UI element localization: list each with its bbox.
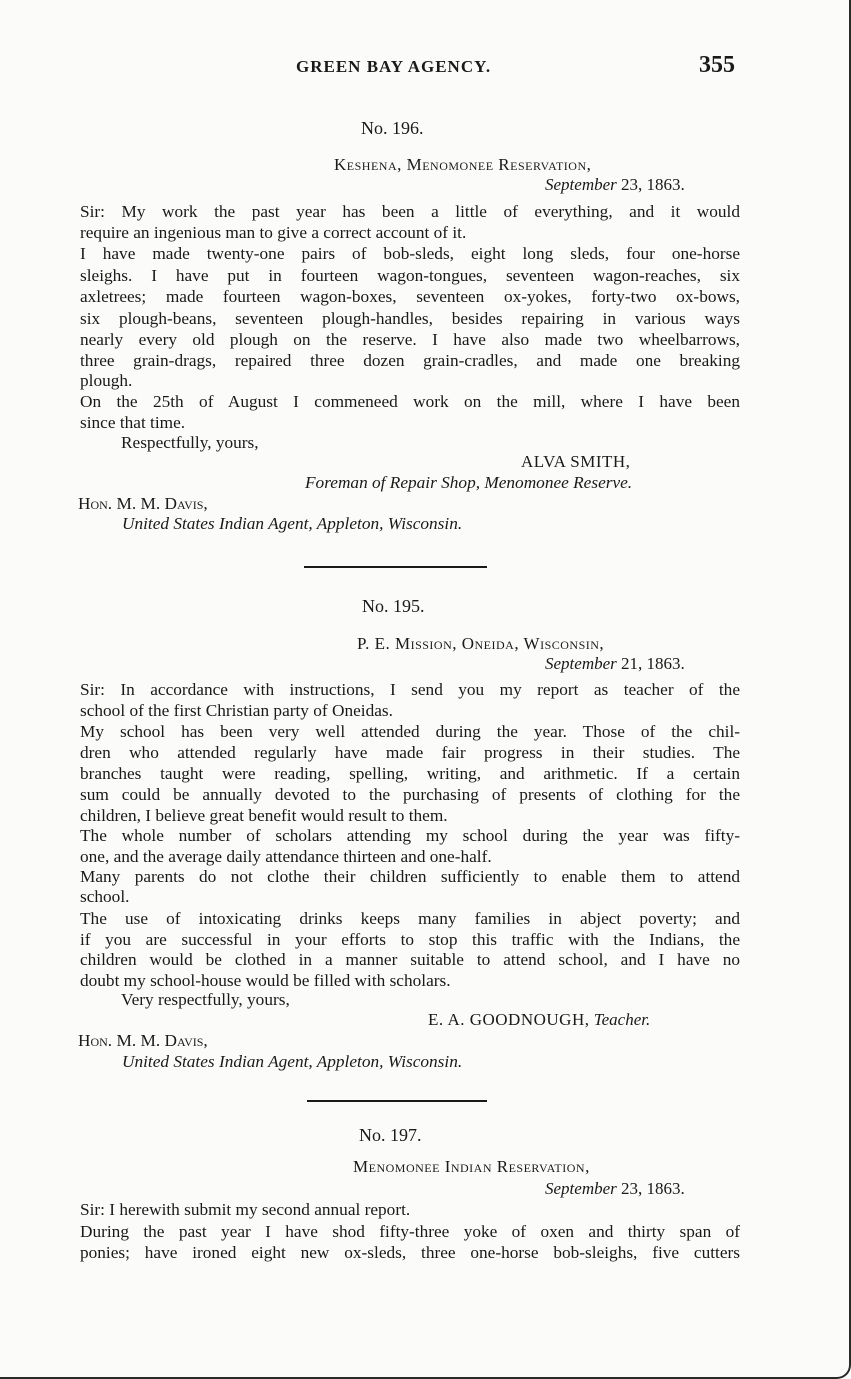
body-line: school.: [80, 887, 130, 906]
letter-number: No. 197.: [359, 1125, 422, 1145]
signer-name: E. A. GOODNOUGH,: [428, 1010, 590, 1029]
date-month: September: [545, 175, 617, 194]
body-line: Sir: In accordance with instructions, I send you my report as teacher of the: [80, 680, 740, 699]
signer-title: Foreman of Repair Shop, Menomonee Reserve.: [305, 473, 633, 492]
body-line: school of the first Christian party of Oneidas.: [80, 701, 393, 720]
body-line: if you are successful in your efforts to stop this traffic with the Indians, the: [80, 930, 740, 949]
section-divider: [307, 1100, 487, 1102]
body-line: six plough-beans, seventeen plough-handles, besides repairing in various ways: [80, 309, 740, 328]
letter-date: [545, 1179, 685, 1199]
body-line: three grain-drags, repaired three dozen grain-cradles, and made one breaking: [80, 351, 740, 370]
body-line: ponies; have ironed eight new ox-sleds, three one-horse bob-sleighs, five cutters: [80, 1243, 740, 1262]
body-line: branches taught were reading, spelling, writing, and arithmetic. If a certain: [80, 764, 740, 783]
body-line: doubt my school-house would be filled with scholars.: [80, 971, 451, 990]
body-line: require an ingenious man to give a correct account of it.: [80, 223, 467, 242]
body-line: Sir: I herewith submit my second annual report.: [80, 1200, 411, 1219]
body-line: plough.: [80, 371, 133, 390]
body-line: The whole number of scholars attending my school during the year was fifty-: [80, 826, 740, 845]
body-line: During the past year I have shod fifty-three yoke of oxen and thirty span of: [80, 1222, 740, 1241]
letter-number: No. 195.: [362, 596, 425, 616]
body-line: On the 25th of August I commeneed work on the mill, where I have been: [80, 392, 740, 411]
letter-place: Menomonee Indian Reservation,: [353, 1157, 590, 1176]
body-line: My school has been very well attended during the year. Those of the chil-: [80, 722, 740, 741]
body-line: sum could be annually devoted to the purchasing of presents of clothing for the: [80, 785, 740, 804]
body-line: children, I believe great benefit would result to them.: [80, 806, 448, 825]
body-line: The use of intoxicating drinks keeps many families in abject poverty; and: [80, 909, 740, 928]
body-line: children would be clothed in a manner suitable to attend school, and I have no: [80, 950, 740, 969]
letter-place: Keshena, Menomonee Reservation,: [334, 155, 592, 174]
addressee-title: United States Indian Agent, Appleton, Wisconsin.: [122, 1052, 463, 1071]
date-month: September: [545, 1179, 617, 1198]
body-line: since that time.: [80, 413, 186, 432]
addressee: Hon. M. M. Davis,: [78, 1031, 208, 1050]
body-line: dren who attended regularly have made fair progress in their studies. The: [80, 743, 740, 762]
signer-title: Teacher.: [593, 1010, 651, 1029]
date-rest: 21, 1863.: [616, 654, 685, 673]
letter-place: P. E. Mission, Oneida, Wisconsin,: [357, 634, 605, 653]
body-line: Sir: My work the past year has been a little of everything, and it would: [80, 202, 740, 221]
closing: Very respectfully, yours,: [121, 990, 290, 1009]
letter-date: [545, 175, 685, 195]
body-line: sleighs. I have put in fourteen wagon-tongues, seventeen wagon-reaches, six: [80, 266, 740, 285]
date-month: September: [545, 654, 617, 673]
letter-date: [545, 654, 685, 674]
body-line: nearly every old plough on the reserve. I have also made two wheelbarrows,: [80, 330, 740, 349]
running-header: GREEN BAY AGENCY.: [296, 57, 492, 76]
section-divider: [304, 566, 487, 568]
addressee: Hon. M. M. Davis,: [78, 494, 208, 513]
body-line: Many parents do not clothe their children sufficiently to enable them to attend: [80, 867, 740, 886]
page-number: 355: [699, 52, 735, 78]
closing: Respectfully, yours,: [121, 433, 259, 452]
date-rest: 23, 1863.: [616, 1179, 685, 1198]
body-line: one, and the average daily attendance thirteen and one-half.: [80, 847, 492, 866]
body-line: I have made twenty-one pairs of bob-sleds, eight long sleds, four one-horse: [80, 244, 740, 263]
addressee-title: United States Indian Agent, Appleton, Wisconsin.: [122, 514, 463, 533]
signer-name: ALVA SMITH,: [521, 452, 631, 471]
letter-number: No. 196.: [361, 118, 424, 138]
signer-line: [428, 1010, 650, 1030]
body-line: axletrees; made fourteen wagon-boxes, seventeen ox-yokes, forty-two ox-bows,: [80, 287, 740, 306]
date-rest: 23, 1863.: [616, 175, 685, 194]
